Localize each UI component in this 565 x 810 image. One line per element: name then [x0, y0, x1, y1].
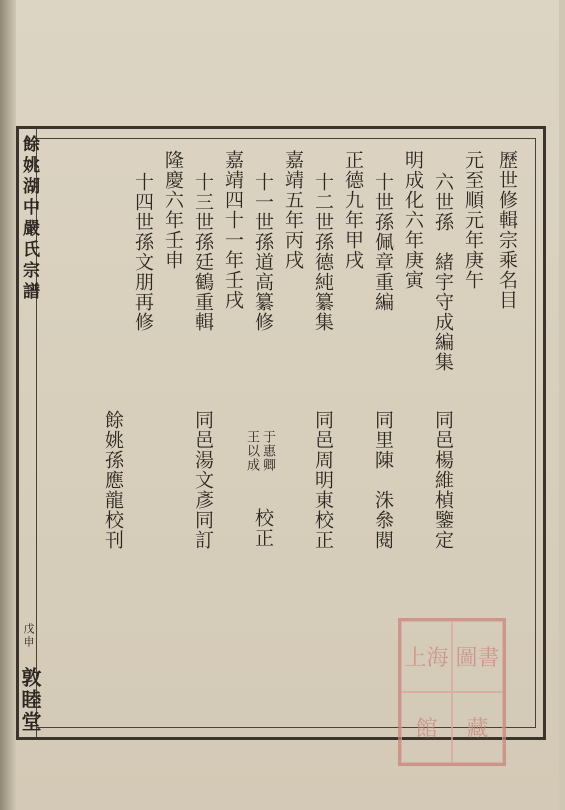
column-line-6: 十二世孫德純纂集: [312, 172, 334, 332]
block-center-strip: [16, 129, 42, 737]
column-line-10: 十三世孫廷鶴重輯: [192, 172, 214, 332]
column-line-10-sub: 同邑湯文彥同訂: [192, 410, 214, 550]
column-line-9: 嘉靖四十一年壬戌: [222, 150, 244, 310]
column-line-8-name-2: 王以成: [244, 430, 259, 472]
column-line-4: 十世孫佩章重編: [372, 172, 394, 312]
column-line-12: 十四世孫文朋再修: [132, 172, 154, 332]
column-line-8-name-1: 于惠卿: [260, 430, 275, 472]
column-line-5: 正德九年甲戌: [342, 150, 364, 270]
column-line-2: 六世孫 緒宇守成編集: [432, 172, 454, 372]
seal-char: 圖書: [452, 621, 503, 692]
column-line-8: 十一世孫道高纂修: [252, 172, 274, 332]
seal-char: 館: [401, 692, 452, 763]
column-line-1: 元至順元年庚午: [462, 150, 484, 290]
seal-char: 藏: [452, 692, 503, 763]
banxin-hall-name: 敦睦堂: [18, 667, 42, 733]
banxin-year: 戊申: [22, 623, 35, 649]
column-line-8-sub: 校正: [252, 508, 274, 548]
book-spine-shadow: [0, 0, 16, 810]
column-line-6-sub: 同邑周明東校正: [312, 410, 334, 550]
column-line-11: 隆慶六年壬申: [162, 150, 184, 270]
seal-char: 上海: [401, 621, 452, 692]
library-seal-stamp: [398, 618, 506, 766]
column-heading: 歷世修輯宗乘名目: [496, 150, 518, 310]
banxin-title: 餘姚湖中嚴氏宗譜: [19, 135, 39, 303]
column-line-13-sub: 餘姚孫應龍校刊: [102, 410, 124, 550]
column-line-7: 嘉靖五年丙戌: [282, 150, 304, 270]
column-line-4-sub: 同里陳 洙叅閱: [372, 410, 394, 550]
column-line-2-sub: 同邑楊維楨鑒定: [432, 410, 454, 550]
column-line-3: 明成化六年庚寅: [402, 150, 424, 290]
